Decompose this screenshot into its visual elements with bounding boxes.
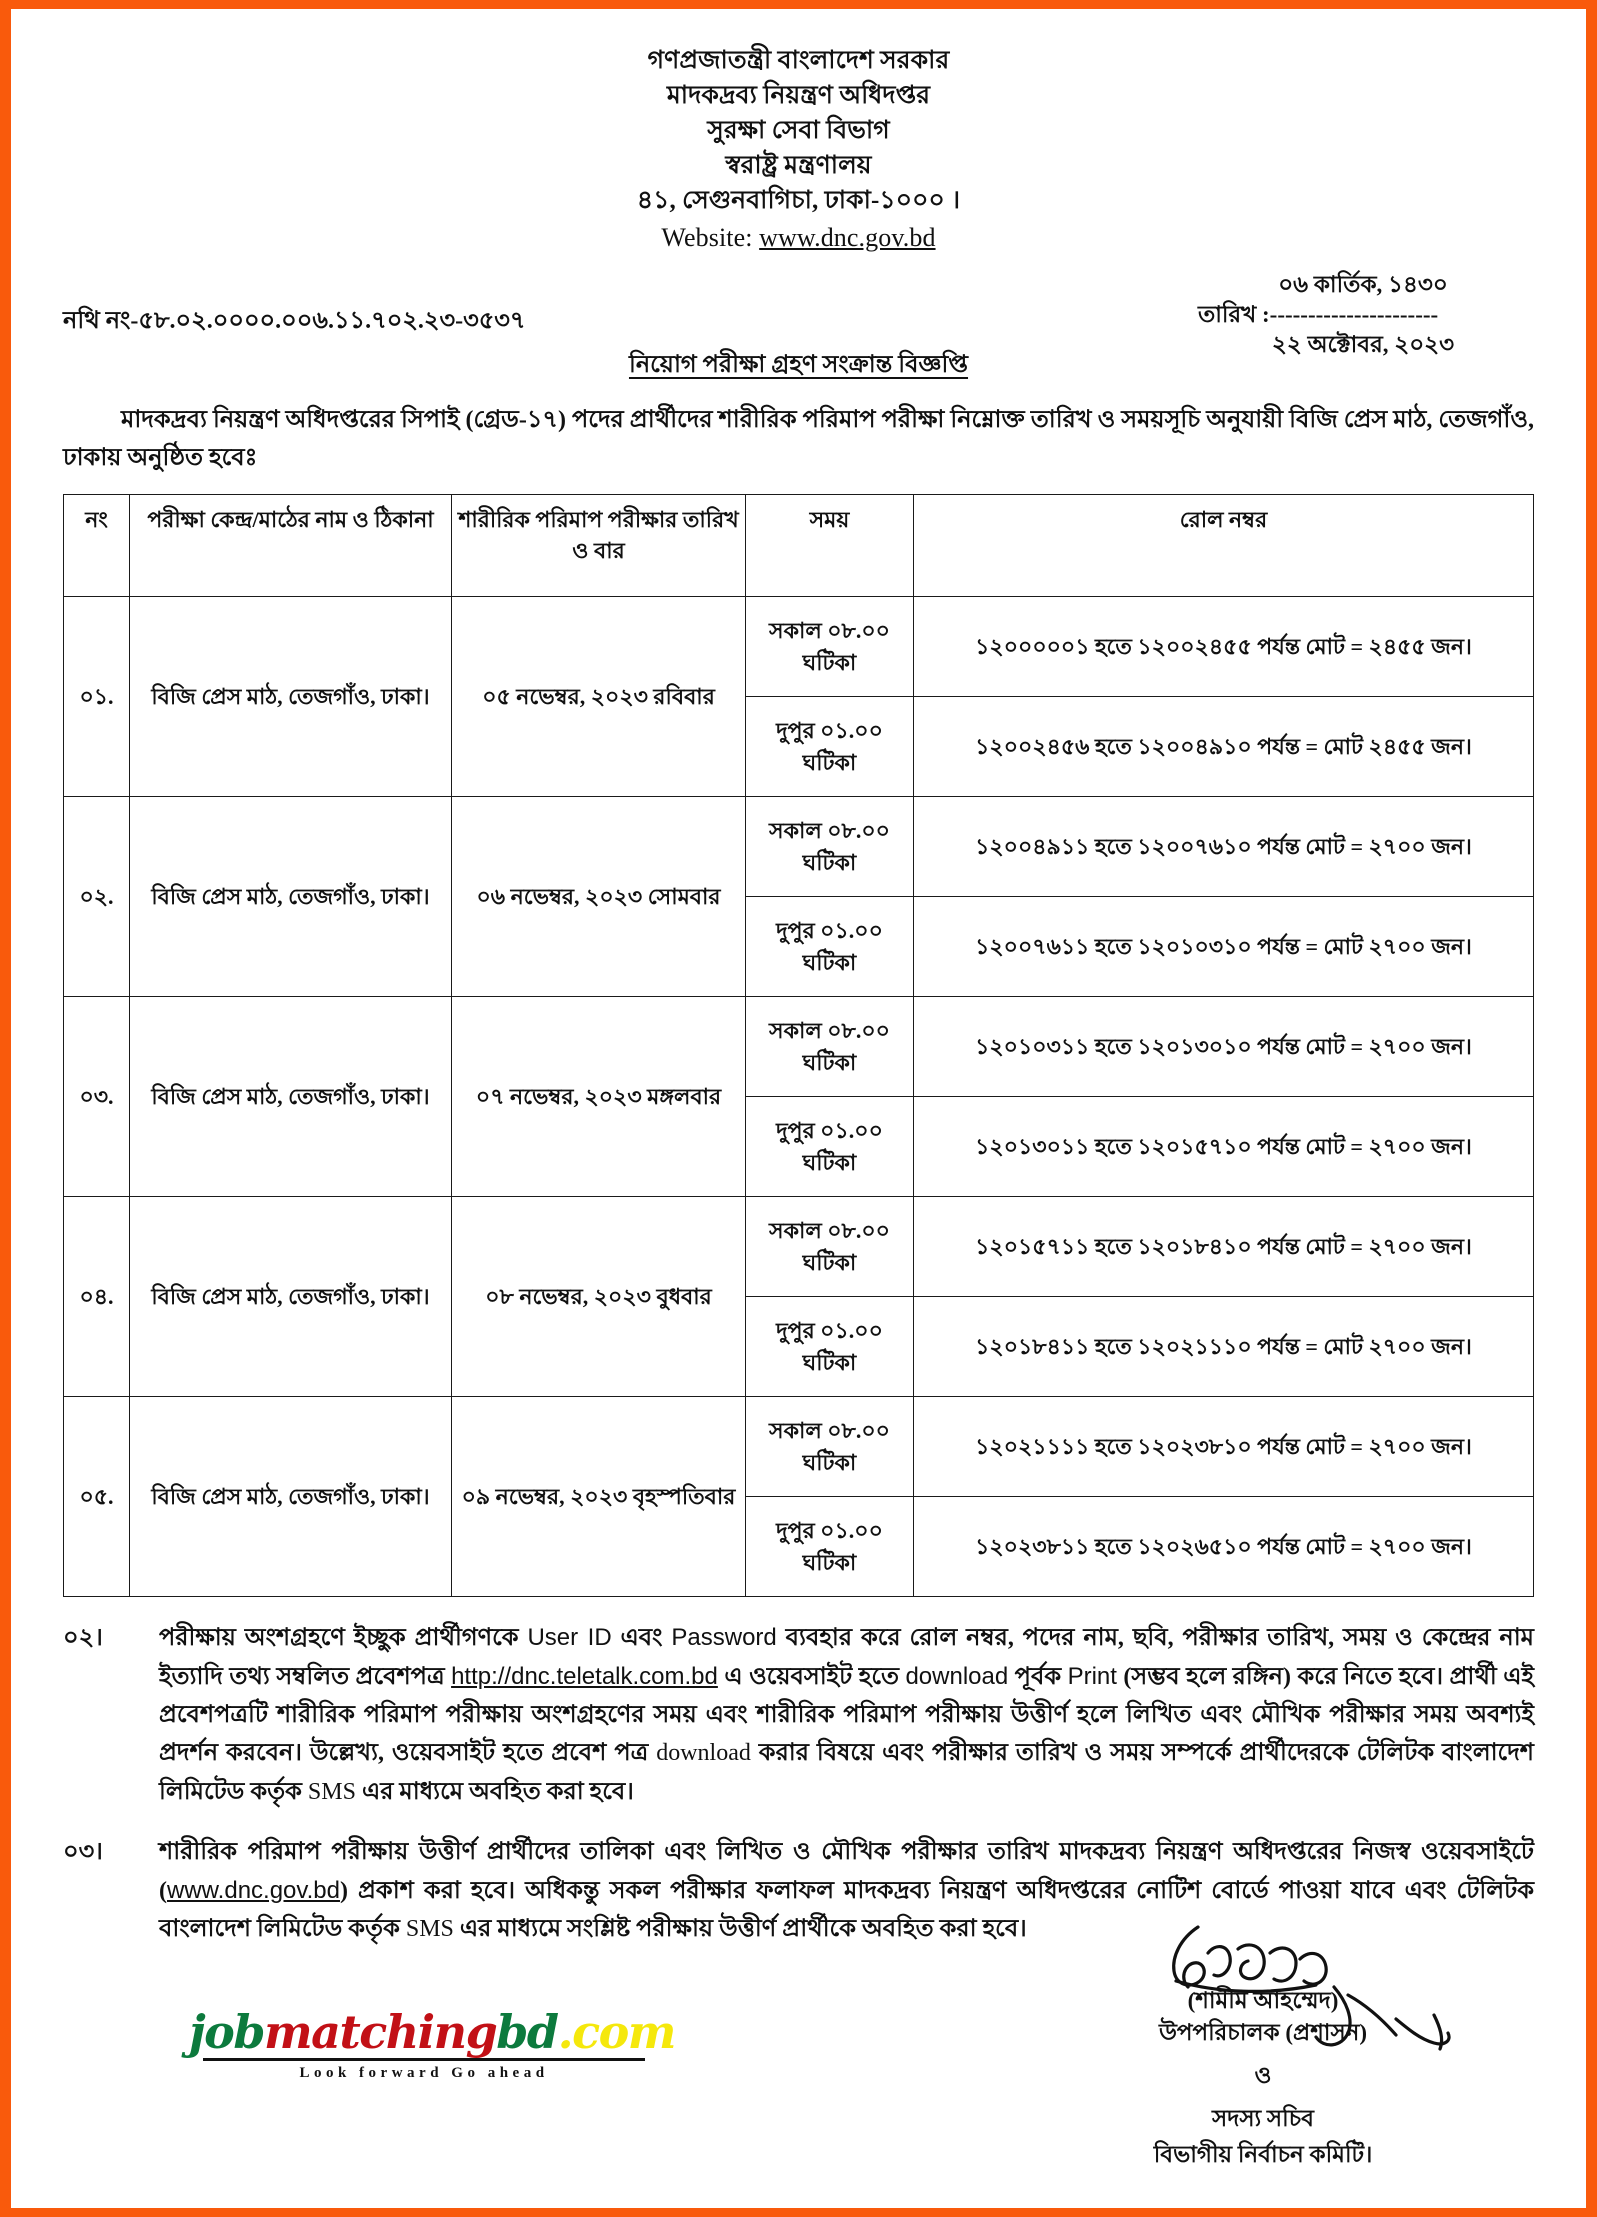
bangla-calendar-date: ০৬ কার্তিক, ১৪৩০ [1278, 272, 1448, 298]
page-title: নিয়োগ পরীক্ষা গ্রহণ সংক্রান্ত বিজ্ঞপ্তি [628, 352, 969, 379]
cell-time: দুপুর ০১.০০ ঘটিকা [746, 1097, 914, 1197]
paragraph-02-body [159, 1619, 1534, 1811]
cell-serial: ০৩. [64, 997, 130, 1197]
gregorian-date: ২২ অক্টোবর, ২০২৩ [1271, 332, 1455, 358]
signatory-conjunction: ও [1254, 2063, 1272, 2089]
teletalk-url-link[interactable]: http://dnc.teletalk.com.bd [451, 1662, 718, 1690]
logo-part-matching: matching [264, 2005, 497, 2059]
website-line [63, 220, 1534, 256]
website-link[interactable]: www.dnc.gov.bd [759, 223, 936, 252]
p2-seg7: করার বিষয়ে এবং পরীক্ষার তারিখ ও সময় সম্পর্কে প্রার্থীদেরকে টেলিটক বাংলাদেশ লিমিটেড কর্তৃক [159, 1740, 1534, 1805]
cell-roll-range: ১২০১৩০১১ হতে ১২০১৫৭১০ পর্যন্ত মোট = ২৭০০ জন। [914, 1097, 1534, 1197]
signatory-committee: বিভাগীয় নির্বাচন কমিটি। [1153, 2142, 1373, 2168]
website-label: Website: [661, 223, 760, 252]
logo-tagline: Look forward Go ahead [299, 2065, 549, 2081]
th-serial: নং [64, 495, 130, 597]
table-row [64, 1397, 1534, 1497]
jobmatchingbd-logo [189, 2005, 675, 2082]
page-sheet [11, 9, 1586, 2208]
table-row [64, 797, 1534, 897]
file-number: নথি নং-৫৮.০২.০০০০.০০৬.১১.৭০২.২৩-৩৫৩৭ [63, 308, 526, 335]
p2-download-term: download [905, 1662, 1009, 1690]
p3-seg1: শারীরিক পরিমাপ পরীক্ষায় উত্তীর্ণ প্রার্থীদের তালিকা এবং লিখিত ও মৌখিক পরীক্ষার তারিখ মাদকদ্রব্য নিয়ন্ত্রণ অধিদপ্তরের নিজস্ব ওয়েবসাইটে ( [159, 1839, 1534, 1904]
cell-time: সকাল ০৮.০০ ঘটিকা [746, 597, 914, 697]
p2-seg4: এ ওয়েবসাইট হতে [717, 1663, 906, 1690]
p2-seg6: (সম্ভব হলে রঙ্গিন) করে নিতে হবে। প্রার্থী এই প্রবেশপত্রটি শারীরিক পরিমাপ পরীক্ষায় অংশগ্রহণের সময় এবং শারীরিক পরিমাপ পরীক্ষায় উত্তীর্ণ হলে লিখিত এবং মৌখিক পরীক্ষার সময় অবশ্যই প্রদর্শন করবেন। উল্লেখ্য, ওয়েবসাইট হতে প্রবেশ পত্র [159, 1663, 1535, 1767]
signature-block [1048, 1923, 1478, 2172]
p2-sms-term: SMS [307, 1778, 356, 1805]
cell-time: সকাল ০৮.০০ ঘটিকা [746, 1397, 914, 1497]
cell-venue: বিজি প্রেস মাঠ, তেজগাঁও, ঢাকা। [130, 597, 452, 797]
division-name: সুরক্ষা সেবা বিভাগ [707, 117, 890, 144]
p2-seg8: এর মাধ্যমে অবহিত করা হবে। [355, 1778, 634, 1805]
date-dashes: ---------------------- [1269, 302, 1439, 328]
department-name: মাদকদ্রব্য নিয়ন্ত্রণ অধিদপ্তর [666, 82, 931, 109]
cell-time: দুপুর ০১.০০ ঘটিকা [746, 1497, 914, 1597]
signatory-secondary-role: সদস্য সচিব [1212, 2105, 1314, 2131]
cell-date: ০৮ নভেম্বর, ২০২৩ বুধবার [452, 1197, 746, 1397]
th-date: শারীরিক পরিমাপ পরীক্ষার তারিখ ও বার [452, 495, 746, 597]
signatory-name: (শামীম আহম্মেদ) [1187, 1987, 1339, 2013]
p3-sms-term: SMS [405, 1915, 454, 1942]
table-row [64, 997, 1534, 1097]
logo-part-bd: bd [496, 2005, 558, 2059]
cell-serial: ০২. [64, 797, 130, 997]
logo-part-job: job [189, 2005, 264, 2059]
p3-seg3: এর মাধ্যমে সংশ্লিষ্ট পরীক্ষায় উত্তীর্ণ প্রার্থীকে অবহিত করা হবে। [453, 1915, 1027, 1942]
p2-user-id-term: User ID [527, 1624, 612, 1652]
cell-roll-range: ১২০০৪৯১১ হতে ১২০০৭৬১০ পর্যন্ত মোট = ২৭০০ জন। [914, 797, 1534, 897]
paragraph-02 [63, 1619, 1534, 1811]
cell-serial: ০১. [64, 597, 130, 797]
cell-venue: বিজি প্রেস মাঠ, তেজগাঁও, ঢাকা। [130, 997, 452, 1197]
p2-seg1: পরীক্ষায় অংশগ্রহণে ইচ্ছুক প্রার্থীগণকে [159, 1625, 528, 1652]
p2-seg2: এবং [611, 1625, 672, 1652]
cell-roll-range: ১২০০২৪৫৬ হতে ১২০০৪৯১০ পর্যন্ত = মোট ২৪৫৫ জন। [914, 697, 1534, 797]
cell-time: দুপুর ০১.০০ ঘটিকা [746, 1297, 914, 1397]
p2-seg3: ব্যবহার করে রোল নম্বর, পদের নাম, ছবি, পরীক্ষার তারিখ, সময় ও কেন্দ্রের নাম ইত্যাদি তথ্য সম্বলিত প্রবেশপত্র [159, 1625, 1535, 1690]
p2-password-term: Password [671, 1624, 777, 1652]
cell-time: সকাল ০৮.০০ ঘটিকা [746, 1197, 914, 1297]
cell-venue: বিজি প্রেস মাঠ, তেজগাঁও, ঢাকা। [130, 797, 452, 997]
date-label-row [1198, 300, 1528, 330]
cell-date: ০৯ নভেম্বর, ২০২৩ বৃহস্পতিবার [452, 1397, 746, 1597]
p2-download-term-2: download [656, 1740, 751, 1767]
date-label: তারিখ : [1198, 302, 1270, 328]
paragraph-02-marker: ০২। [63, 1625, 103, 1652]
dnc-url-link[interactable]: www.dnc.gov.bd [167, 1876, 340, 1904]
table-header-row [64, 495, 1534, 597]
letterhead [63, 43, 1534, 256]
cell-roll-range: ১২০১৮৪১১ হতে ১২০২১১১০ পর্যন্ত = মোট ২৭০০ জন। [914, 1297, 1534, 1397]
cell-time: সকাল ০৮.০০ ঘটিকা [746, 997, 914, 1097]
cell-time: সকাল ০৮.০০ ঘটিকা [746, 797, 914, 897]
cell-date: ০৭ নভেম্বর, ২০২৩ মঙ্গলবার [452, 997, 746, 1197]
p3-seg2: ) প্রকাশ করা হবে। অধিকন্তু সকল পরীক্ষার ফলাফল মাদকদ্রব্য নিয়ন্ত্রণ অধিদপ্তরের নোটিশ বোর্ডে পাওয়া যাবে এবং টেলিটক বাংলাদেশ লিমিটেড কর্তৃক [159, 1877, 1534, 1942]
cell-roll-range: ১২০২৩৮১১ হতে ১২০২৬৫১০ পর্যন্ত মোট = ২৭০০ জন। [914, 1497, 1534, 1597]
p2-seg5: পূর্বক [1008, 1663, 1068, 1690]
govt-name: গণপ্রজাতন্ত্রী বাংলাদেশ সরকার [647, 47, 950, 74]
cell-date: ০৫ নভেম্বর, ২০২৩ রবিবার [452, 597, 746, 797]
paragraph-03-marker: ০৩। [63, 1839, 103, 1866]
cell-roll-range: ১২০১০৩১১ হতে ১২০১৩০১০ পর্যন্ত মোট = ২৭০০ জন। [914, 997, 1534, 1097]
cell-roll-range: ১২০২১১১১ হতে ১২০২৩৮১০ পর্যন্ত মোট = ২৭০০ জন। [914, 1397, 1534, 1497]
cell-date: ০৬ নভেম্বর, ২০২৩ সোমবার [452, 797, 746, 997]
memo-row [63, 270, 1534, 362]
cell-venue: বিজি প্রেস মাঠ, তেজগাঁও, ঢাকা। [130, 1397, 452, 1597]
logo-wordmark [189, 2005, 675, 2059]
th-roll: রোল নম্বর [914, 495, 1534, 597]
cell-roll-range: ১২০১৫৭১১ হতে ১২০১৮৪১০ পর্যন্ত মোট = ২৭০০ জন। [914, 1197, 1534, 1297]
office-address: ৪১, সেগুনবাগিচা, ঢাকা-১০০০ । [636, 187, 961, 214]
cell-time: দুপুর ০১.০০ ঘটিকা [746, 697, 914, 797]
date-block [1198, 270, 1534, 360]
signatory-designation: উপপরিচালক (প্রশাসন) [1158, 2020, 1368, 2046]
cell-roll-range: ১২০০৭৬১১ হতে ১২০১০৩১০ পর্যন্ত = মোট ২৭০০ জন। [914, 897, 1534, 997]
cell-roll-range: ১২০০০০০১ হতে ১২০০২৪৫৫ পর্যন্ত মোট = ২৪৫৫ জন। [914, 597, 1534, 697]
p2-print-term: Print [1067, 1662, 1117, 1690]
document-paper [11, 9, 1586, 2208]
table-row [64, 597, 1534, 697]
logo-part-com: .com [557, 2005, 675, 2059]
th-time: সময় [746, 495, 914, 597]
cell-time: দুপুর ০১.০০ ঘটিকা [746, 897, 914, 997]
exam-schedule-table [63, 494, 1534, 1597]
cell-serial: ০৪. [64, 1197, 130, 1397]
intro-paragraph: মাদকদ্রব্য নিয়ন্ত্রণ অধিদপ্তরের সিপাই (গ্রেড-১৭) পদের প্রার্থীদের শারীরিক পরিমাপ পরীক্ষা নিম্নোক্ত তারিখ ও সময়সূচি অনুযায়ী বিজি প্রেস মাঠ, তেজগাঁও, ঢাকায় অনুষ্ঠিত হবেঃ [63, 407, 1534, 472]
table-row [64, 1197, 1534, 1297]
ministry-name: স্বরাষ্ট্র মন্ত্রণালয় [725, 152, 872, 179]
cell-venue: বিজি প্রেস মাঠ, তেজগাঁও, ঢাকা। [130, 1197, 452, 1397]
th-venue: পরীক্ষা কেন্দ্র/মাঠের নাম ও ঠিকানা [130, 495, 452, 597]
cell-serial: ০৫. [64, 1397, 130, 1597]
